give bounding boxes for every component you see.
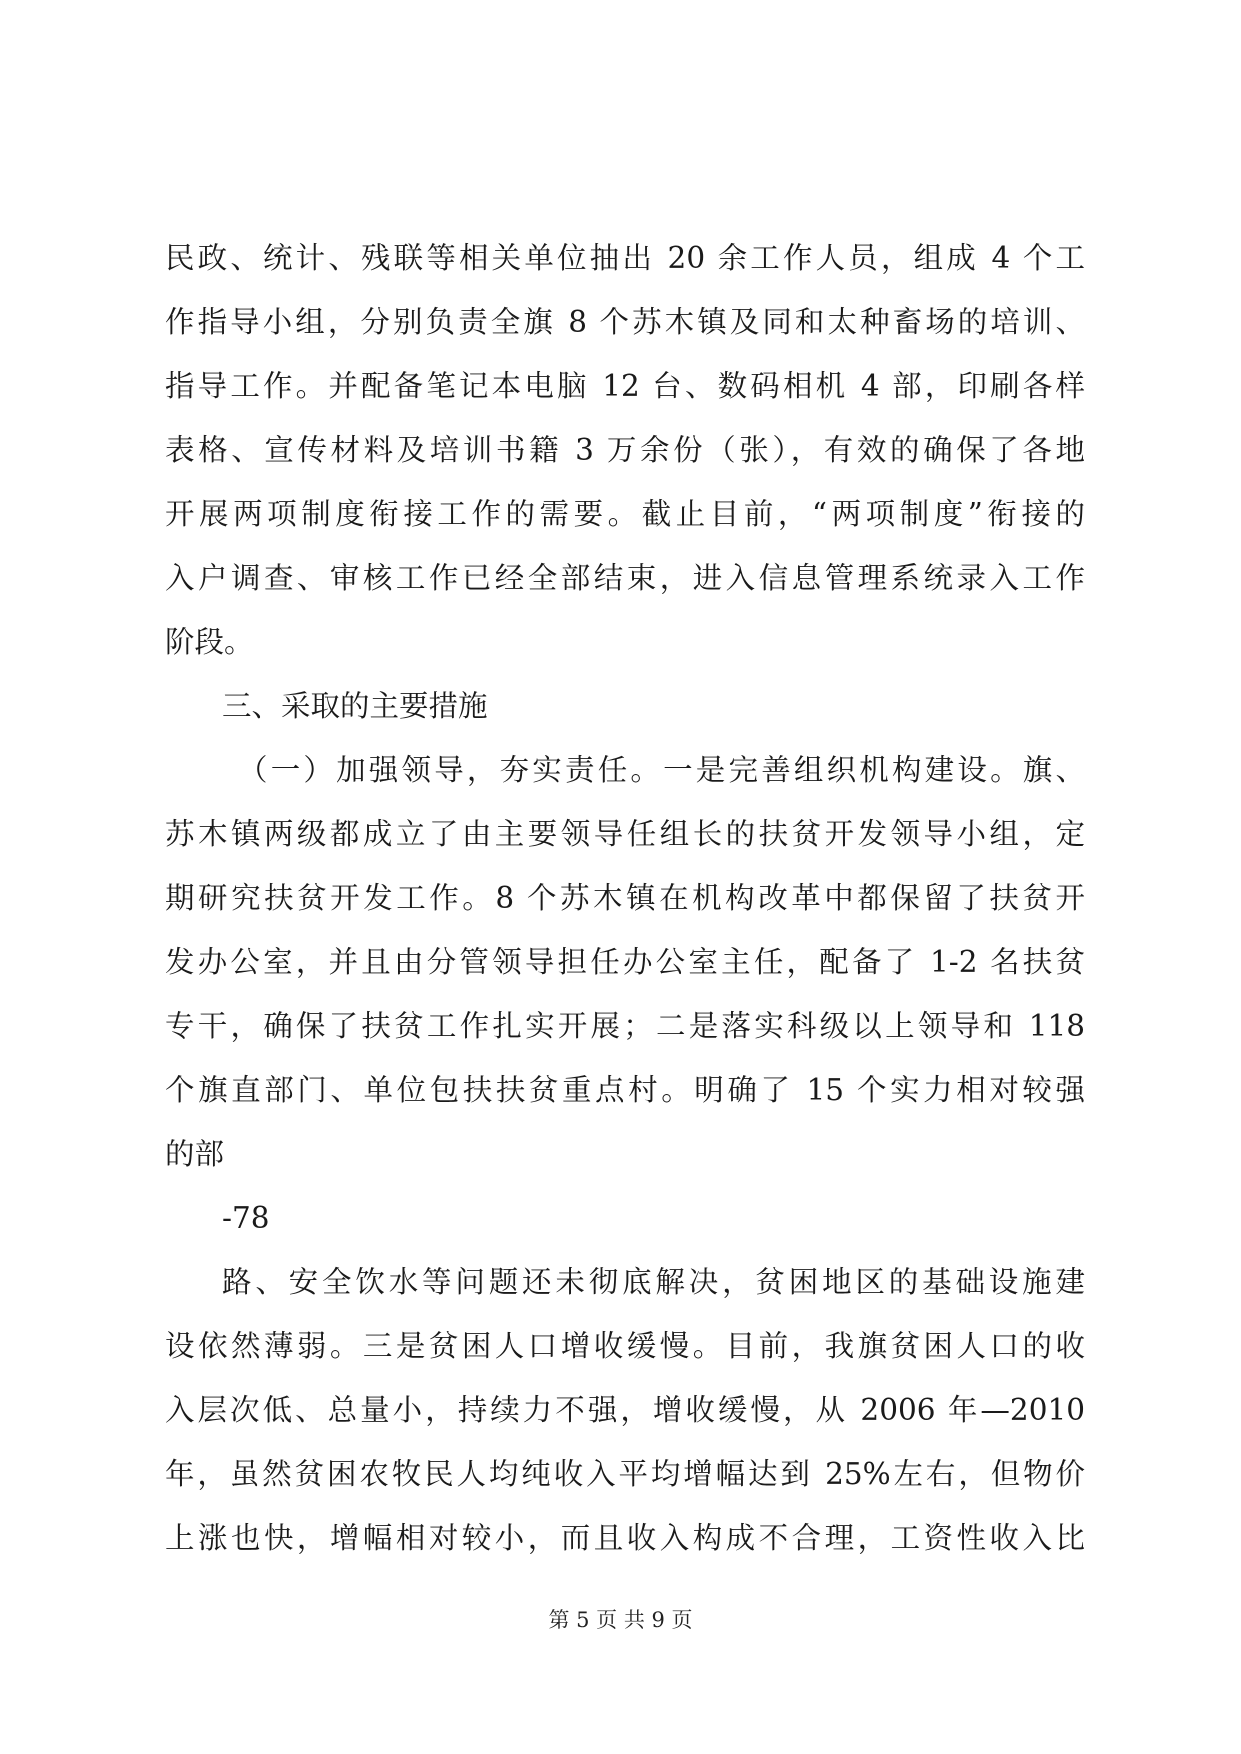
paragraph-line: 开展两项制度衔接工作的需要。截止目前，“两项制度”衔接的 <box>165 497 1085 531</box>
section-heading: 三、采取的主要措施 <box>222 689 488 723</box>
paragraph-line: （一）加强领导，夯实责任。一是完善组织机构建设。旗、 <box>238 753 1085 787</box>
paragraph-line: 表格、宣传材料及培训书籍 3 万余份（张），有效的确保了各地 <box>165 433 1085 467</box>
paragraph-line: 设依然薄弱。三是贫困人口增收缓慢。目前，我旗贫困人口的收 <box>165 1329 1085 1363</box>
paragraph-line: 个旗直部门、单位包扶扶贫重点村。明确了 15 个实力相对较强 <box>165 1073 1085 1107</box>
paragraph-line: 阶段。 <box>165 625 254 659</box>
paragraph-line: 入层次低、总量小，持续力不强，增收缓慢，从 2006 年—2010 <box>165 1393 1085 1427</box>
paragraph-line: 指导工作。并配备笔记本电脑 12 台、数码相机 4 部，印刷各样 <box>165 369 1085 403</box>
paragraph-line: 年，虽然贫困农牧民人均纯收入平均增幅达到 25%左右，但物价 <box>165 1457 1085 1491</box>
page-footer: 第 5 页 共 9 页 <box>548 1608 693 1632</box>
paragraph-line: 专干，确保了扶贫工作扎实开展；二是落实科级以上领导和 118 <box>165 1009 1085 1043</box>
paragraph-line: 发办公室，并且由分管领导担任办公室主任，配备了 1-2 名扶贫 <box>165 945 1085 979</box>
paragraph-line: 民政、统计、残联等相关单位抽出 20 余工作人员，组成 4 个工 <box>165 241 1085 275</box>
paragraph-line: 的部 <box>165 1137 225 1171</box>
paragraph-line: 作指导小组，分别负责全旗 8 个苏木镇及同和太种畜场的培训、 <box>165 305 1085 339</box>
paragraph-line: 入户调查、审核工作已经全部结束，进入信息管理系统录入工作 <box>165 561 1085 595</box>
paragraph-line: 苏木镇两级都成立了由主要领导任组长的扶贫开发领导小组，定 <box>165 817 1085 851</box>
paragraph-line: 上涨也快，增幅相对较小，而且收入构成不合理，工资性收入比 <box>165 1521 1085 1555</box>
paragraph-line: 路、安全饮水等问题还未彻底解决，贫困地区的基础设施建 <box>222 1265 1085 1299</box>
paragraph-line: 期研究扶贫开发工作。8 个苏木镇在机构改革中都保留了扶贫开 <box>165 881 1085 915</box>
page-marker: -78 <box>222 1201 270 1235</box>
